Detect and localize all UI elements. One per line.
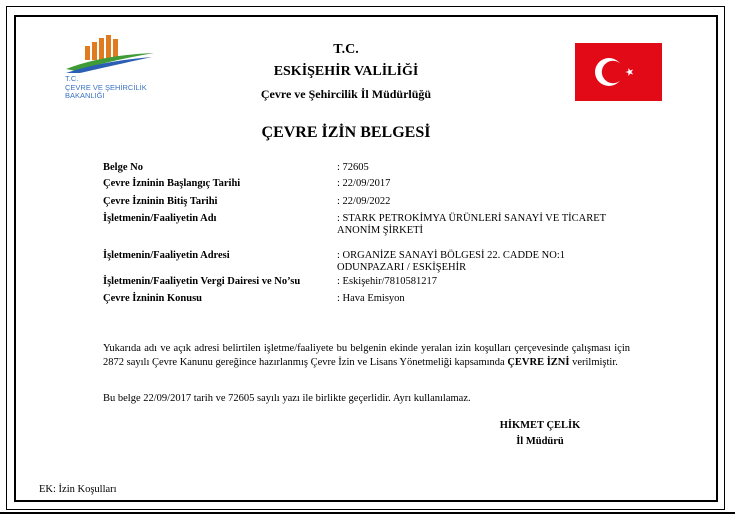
field-value: : ORGANİZE SANAYİ BÖLGESİ 22. CADDE NO:1 ODUNPAZARI / ESKİŞEHİR <box>337 250 565 273</box>
body-paragraph-2: Bu belge 22/09/2017 tarih ve 72605 sayılı yazı ile birlikte geçerlidir. Ayrı kullanılamaz. <box>103 393 471 404</box>
field-value: : Eskişehir/7810581217 <box>337 276 438 287</box>
field-label: İşletmenin/Faaliyetin Vergi Dairesi ve No’su <box>103 276 301 287</box>
field-value: : Hava Emisyon <box>337 293 405 304</box>
permit-emphasis: ÇEVRE İZNİ <box>507 356 570 368</box>
field-label: Belge No <box>103 162 143 173</box>
body-paragraph-1: Yukarıda adı ve açık adresi belirtilen işletme/faaliyete bu belgenin ekinde yeralan izin koşulları çerçevesinde çalışması için 2872 sayılı Çevre Kanunu gereğince hazırlanmış Çevre İzin ve Lisans Yönetmeliği kapsamında ÇEVRE İZNİ verilmiştir. <box>103 343 630 368</box>
signatory-title: İl Müdürü <box>516 436 564 447</box>
header-tc: T.C. <box>333 42 359 57</box>
field-label: Çevre İzninin Başlangıç Tarihi <box>103 178 241 189</box>
field-value: : STARK PETROKİMYA ÜRÜNLERİ SANAYİ VE TİCARET ANONİM ŞİRKETİ <box>337 213 607 236</box>
header-directorate: Çevre ve Şehircilik İl Müdürlüğü <box>260 87 432 101</box>
attachment-note: EK: İzin Koşulları <box>39 484 117 495</box>
logo-line-2: ÇEVRE VE ŞEHİRCİLİK <box>65 82 147 92</box>
logo-line-1: T.C. <box>65 74 79 83</box>
document-title: ÇEVRE İZİN BELGESİ <box>261 124 431 141</box>
field-value: : 22/09/2022 <box>337 196 391 207</box>
field-label: Çevre İzninin Bitiş Tarihi <box>103 196 218 207</box>
bottom-rule <box>0 512 735 514</box>
logo-line-3: BAKANLIĞI <box>65 91 105 100</box>
header-governorship: ESKİŞEHİR VALİLİĞİ <box>273 64 419 79</box>
field-value: : 72605 <box>337 162 369 173</box>
field-label: İşletmenin/Faaliyetin Adresi <box>103 250 230 261</box>
field-value: : 22/09/2017 <box>337 178 391 189</box>
field-label: İşletmenin/Faaliyetin Adı <box>103 213 217 224</box>
field-label: Çevre İzninin Konusu <box>103 293 202 304</box>
signatory-name: HİKMET ÇELİK <box>499 420 581 431</box>
